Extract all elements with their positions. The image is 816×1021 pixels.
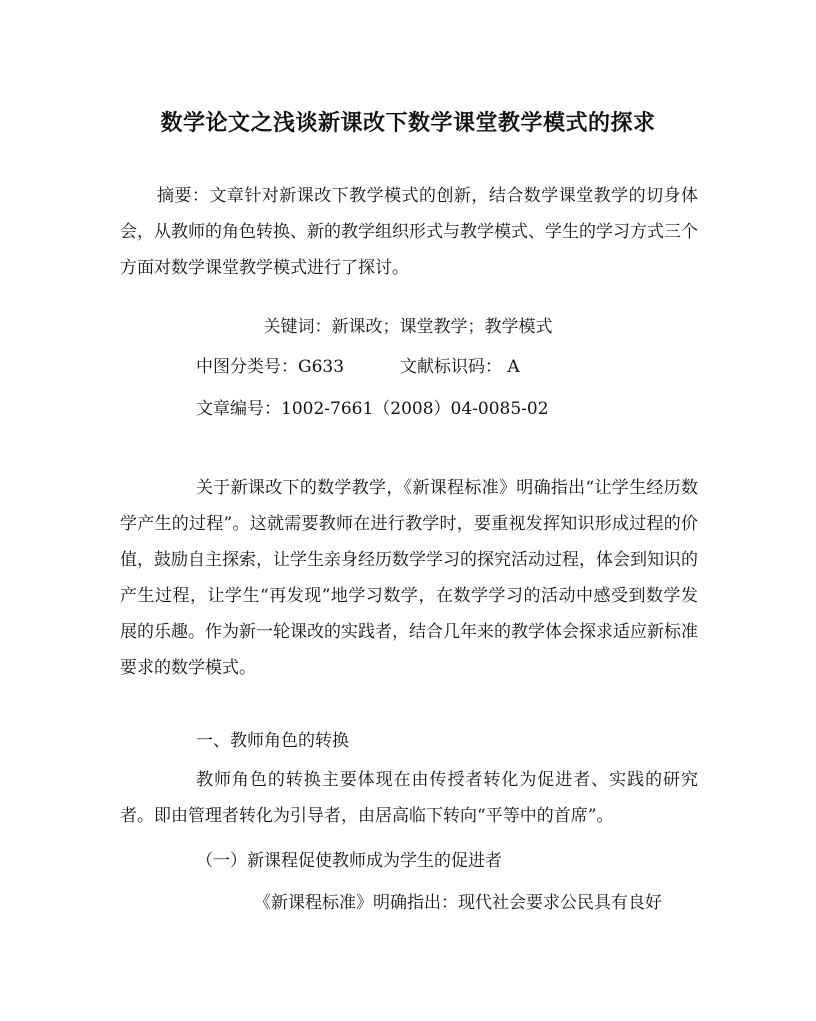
page-title: 数学论文之浅谈新课改下数学课堂教学模式的探求	[160, 110, 656, 136]
article-number: 文章编号：1002-7661（2008）04-0085-02	[196, 399, 549, 419]
intro-paragraph: 关于新课改下的数学教学，《新课程标准》明确指出“让学生经历数学产生的过程”。这就需要教师在进行教学时，要重视发挥知识形成过程的价值，鼓励自主探索，让学生亲身经历数学学习的探究活动过程，体会到知识的产生过程，让学生“再发现”地学习数学，在数学学习的活动中感受到数学发展的乐趣。作为新一轮课改的实践者，结合几年来的教学体会探求适应新标准要求的数学模式。	[120, 478, 698, 678]
section-1-paragraph: 教师角色的转换主要体现在由传授者转化为促进者、实践的研究者。即由管理者转化为引导者，由居高临下转向“平等中的首席”。	[120, 770, 698, 826]
section-heading-1: 一、教师角色的转换	[196, 731, 349, 751]
abstract-paragraph: 摘要：文章针对新课改下教学模式的创新，结合数学课堂教学的切身体会，从教师的角色转换、新的教学组织形式与教学模式、学生的学习方式三个方面对数学课堂教学模式进行了探讨。	[120, 186, 698, 278]
keywords-line: 关键词：新课改；课堂教学；教学模式	[263, 317, 553, 337]
subsection-1-paragraph: 《新课程标准》明确指出：现代社会要求公民具有良好	[254, 893, 662, 913]
clc-number: 中图分类号：G633	[196, 357, 345, 377]
subsection-heading-1: （一）新课程促使教师成为学生的促进者	[196, 851, 502, 871]
document-code: 文献标识码： A	[400, 357, 520, 377]
